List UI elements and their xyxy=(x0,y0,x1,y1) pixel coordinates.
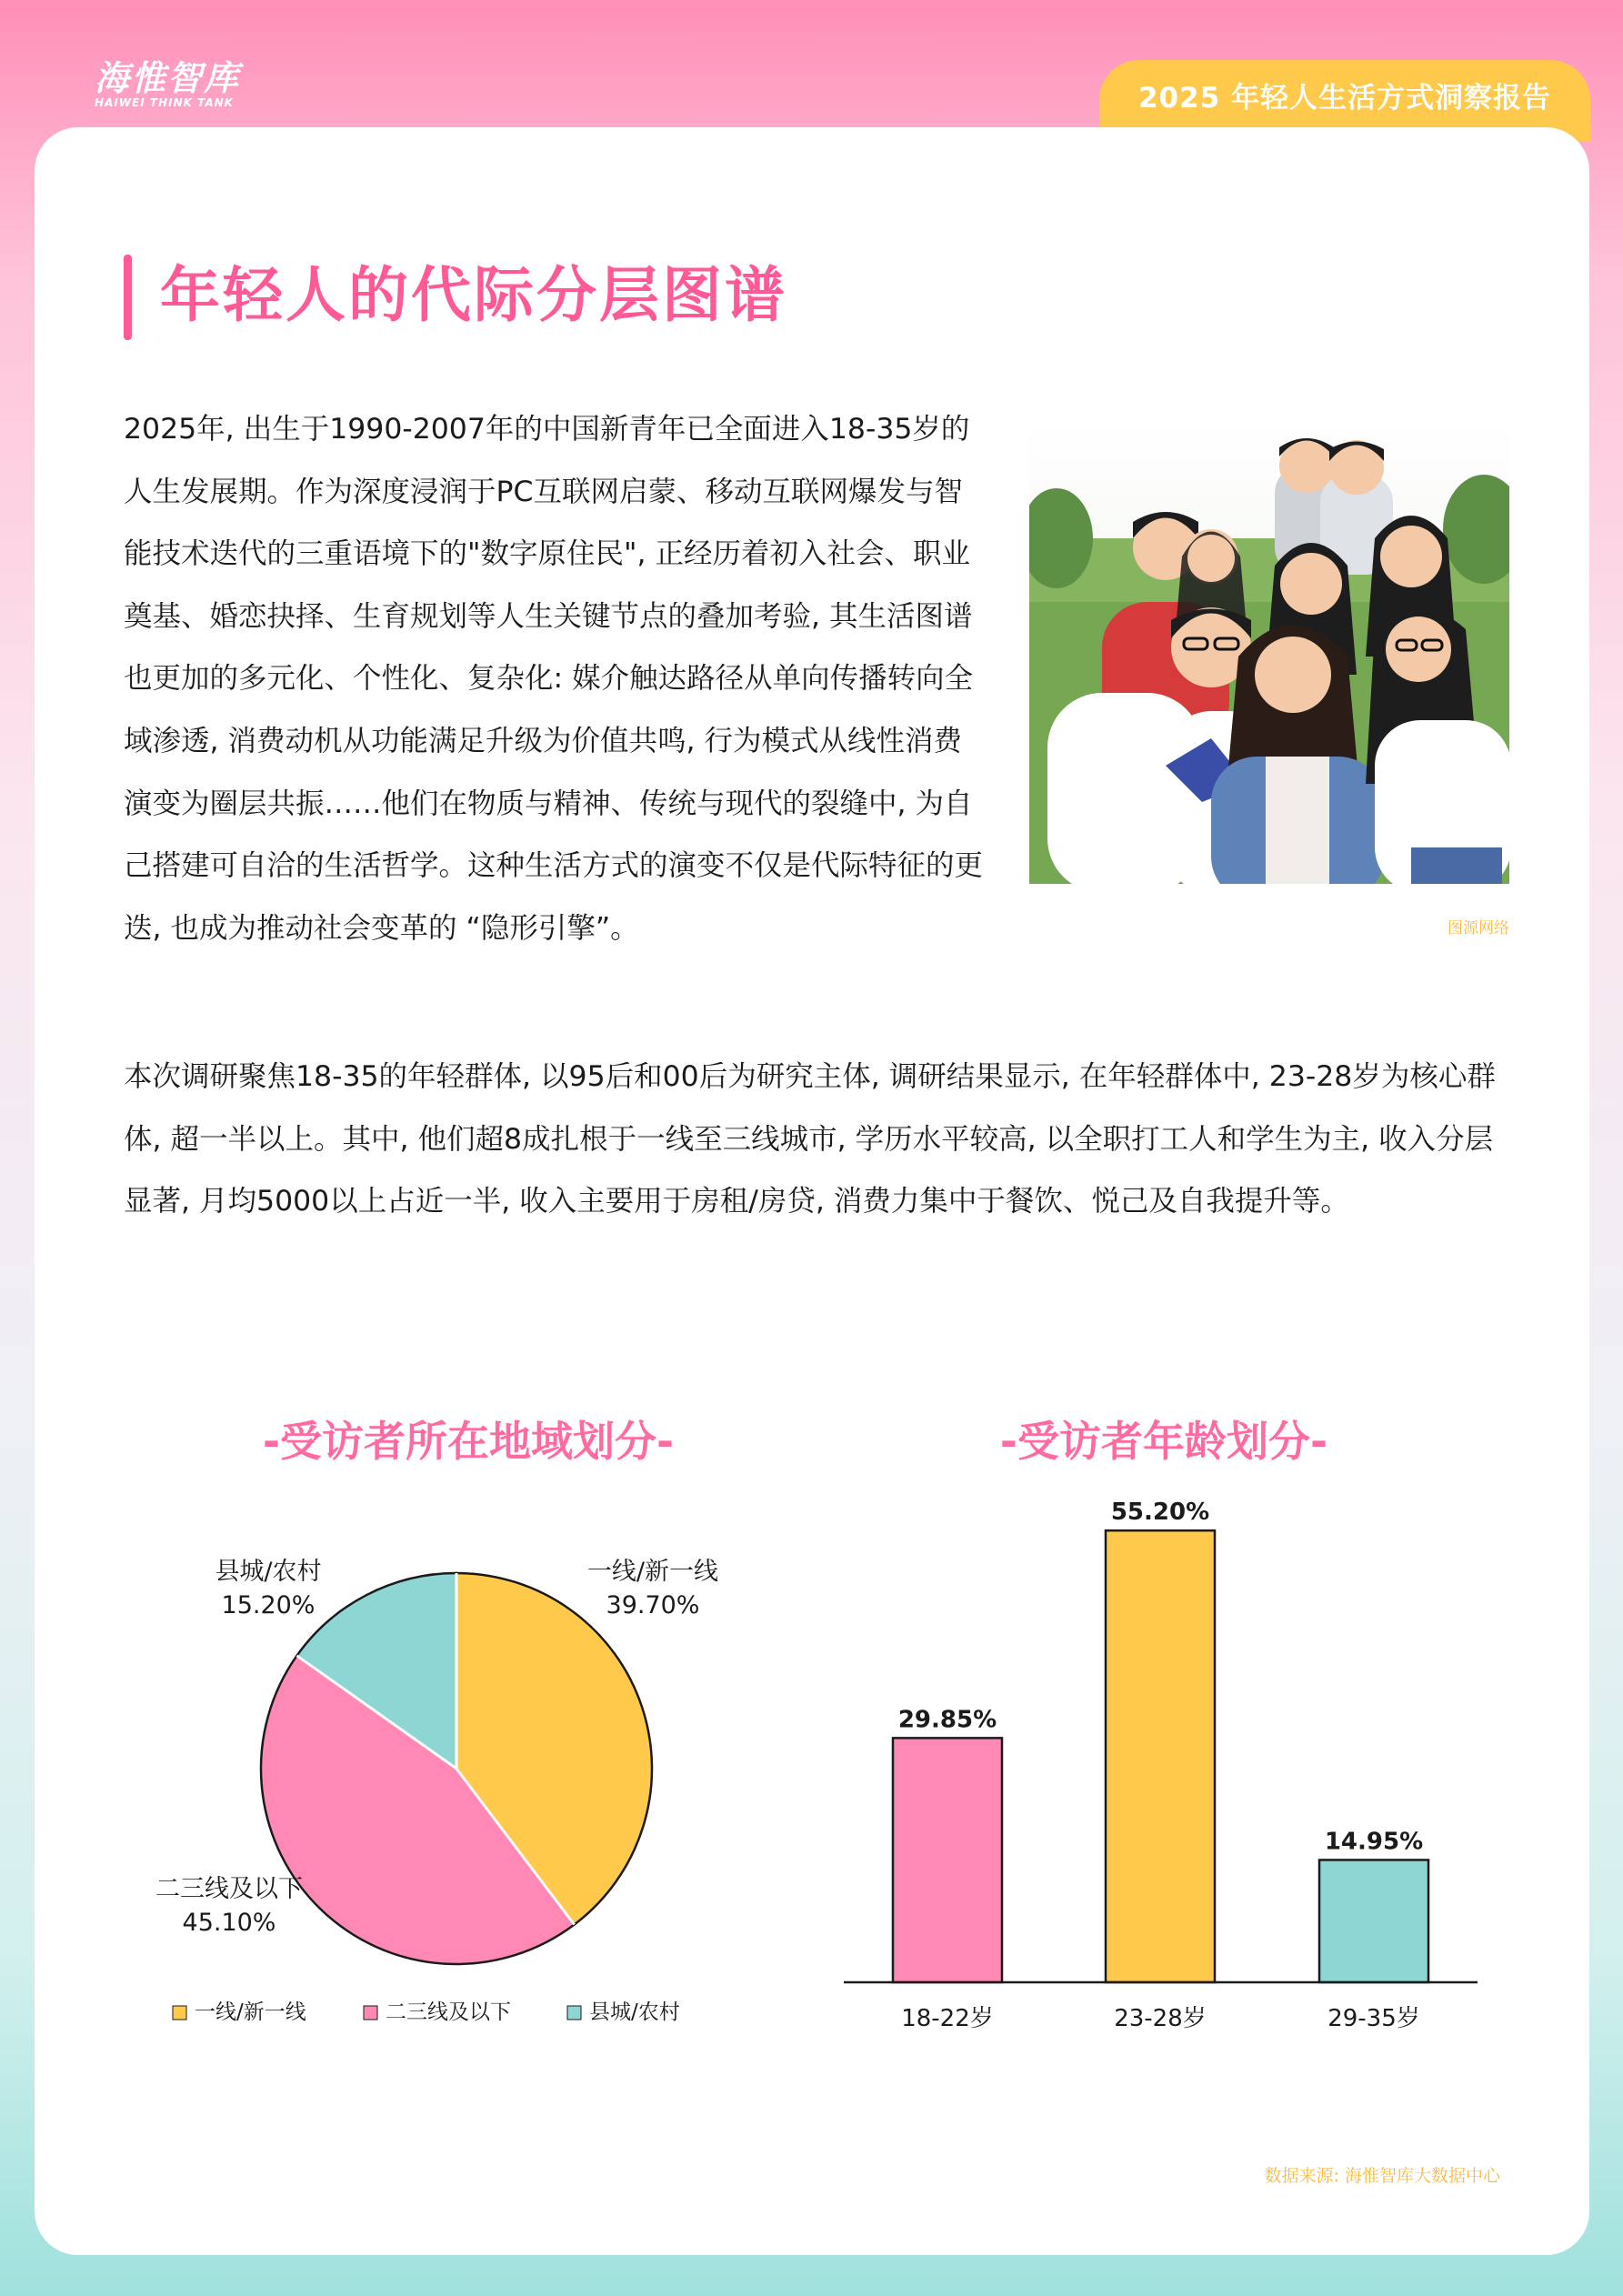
bar-chart-title: -受访者年龄划分- xyxy=(999,1417,1328,1466)
bar-category-label: 29-35岁 xyxy=(1327,2005,1420,2032)
pie-slice-label: 县城/农村 xyxy=(215,1558,322,1586)
bar-category-label: 18-22岁 xyxy=(901,2005,994,2032)
legend-label: 县城/农村 xyxy=(589,2000,680,2024)
pie-slice-label: 二三线及以下 xyxy=(155,1875,303,1903)
pie-slice-label: 一线/新一线 xyxy=(586,1558,719,1586)
bar xyxy=(1319,1860,1428,1982)
report-title-tab: 2025 年轻人生活方式洞察报告 xyxy=(1099,60,1590,142)
bar xyxy=(1106,1530,1215,1982)
pie-chart-title: -受访者所在地域划分- xyxy=(262,1417,675,1466)
data-source: 数据来源: 海惟智库大数据中心 xyxy=(1264,2166,1500,2186)
pie-slice-value: 15.20% xyxy=(221,1591,316,1619)
bar-value-label: 29.85% xyxy=(897,1706,997,1734)
bar xyxy=(893,1738,1002,1982)
legend-swatch xyxy=(364,2006,377,2020)
logo-subtext: HAIWEI THINK TANK xyxy=(95,96,234,109)
photo-credit: 图源网络 xyxy=(1448,919,1509,937)
logo-text: 海惟智库 xyxy=(95,58,241,98)
legend-label: 二三线及以下 xyxy=(386,2000,511,2024)
section-title: 年轻人的代际分层图谱 xyxy=(160,260,787,330)
pie-slice-value: 45.10% xyxy=(182,1909,276,1937)
intro-paragraph: 2025年, 出生于1990-2007年的中国新青年已全面进入18-35岁的人生发展期。作为深度浸润于PC互联网启蒙、移动互联网爆发与智能技术迭代的三重语境下的"数字原住民", 正经历着初入社会、职业奠基、婚恋抉择、生育规划等人生关键节点的叠加考验, 其生活图谱也更加的多元化、个性化、复杂化: 媒介触达路径从单向传播转向全域渗透, 消费动机从功能满足升级为价值共鸣, 行为模式从线性消费演变为圈层共振……他们在物质与精神、传统与现代的裂缝中, 为自己搭建可自洽的生活哲学。这种生活方式的演变不仅是代际特征的更迭, 也成为推动社会变革的 “隐形引擎”。 xyxy=(124,413,984,945)
bar-value-label: 55.20% xyxy=(1110,1499,1210,1527)
bar-category-label: 23-28岁 xyxy=(1114,2005,1207,2032)
legend-swatch xyxy=(173,2006,186,2020)
bar-value-label: 14.95% xyxy=(1324,1828,1424,1856)
pie-slice-value: 39.70% xyxy=(606,1591,700,1619)
survey-paragraph: 本次调研聚焦18-35的年轻群体, 以95后和00后为研究主体, 调研结果显示, 在年轻群体中, 23-28岁为核心群体, 超一半以上。其中, 他们超8成扎根于一线至三线城市, 学历水平较高, 以全职打工人和学生为主, 收入分层显著, 月均5000以上占近一半, 收入主要用于房租/房贷, 消费力集中于餐饮、悦己及自我提升等。 xyxy=(124,1060,1496,1218)
legend-swatch xyxy=(567,2006,581,2020)
legend-label: 一线/新一线 xyxy=(195,2000,306,2024)
